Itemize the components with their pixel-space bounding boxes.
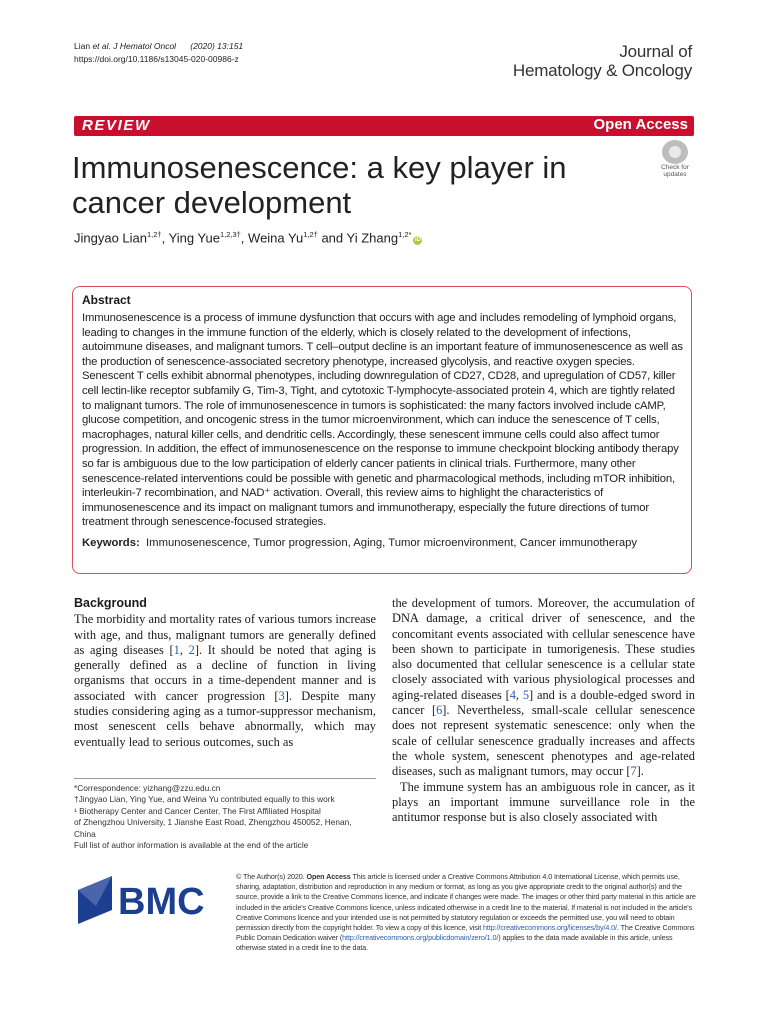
- author-name[interactable]: Ying Yue: [168, 230, 220, 246]
- license-text: © The Author(s) 2020. Open Access This article is licensed under a Creative Commons Attribution 4.0 International License, which permits use, sharing, adaptation, distribution and reproduction in any medium or format, as long as you give appropriate credit to the original author(s) and the source, provide a link to the Creative Commons licence, and indicate if changes were made. The images or other third party material in this article are included in the article's Creative Commons licence, unless indicated otherwise in a credit line to the material. If material is not included in the article's Creative Commons licence and your intended use is not permitted by statutory regulation or exceeds the permitted use, you will need to obtain permission directly from the copyright holder. To view a copy of this licence, visit http://creativecommons.org/licenses/by/4.0/. The Creative Commons Public Domain Dedication waiver (http://creativecommons.org/publicdomain/zero/1.0/) applies to the data made available in this article, unless otherwise stated in a credit line to the data.: [236, 872, 696, 953]
- citation-block: [74, 40, 243, 66]
- article-type-banner: [74, 116, 694, 136]
- bmc-logo: [78, 876, 218, 926]
- abstract-box: [72, 286, 692, 574]
- article-type-label: REVIEW: [82, 117, 151, 134]
- doi-link[interactable]: https://doi.org/10.1186/s13045-020-00986-z: [74, 54, 239, 64]
- keywords: Keywords: Immunosenescence, Tumor progression, Aging, Tumor microenvironment, Cancer immunotherapy: [82, 536, 638, 549]
- correspondence-email[interactable]: *Correspondence: yizhang@zzu.edu.cn: [74, 783, 221, 793]
- paragraph: the development of tumors. Moreover, the accumulation of DNA damage, a critical driver of senescence, and the concomitant events associated with cellular senescence have been shown to participate in tumorigenesis. These studies also documented that cellular senescence is a cellular state closely associated with various physiological processes and aging-related diseases [4, 5] and is a double-edged sword in cancer [6]. Nevertheless, small-scale cellular senescence does not represent systematic senescence: only when the scale of cellular senescence gradually increases and affects the whole system, senescent phenotypes and age-related diseases, such as malignant tumors, may occur [7].: [392, 596, 695, 779]
- reference-link[interactable]: 5: [522, 687, 530, 702]
- abstract-text: Immunosenescence is a process of immune dysfunction that occurs with age and includes remodeling of lymphoid organs, leading to changes in the immune function of the elderly, which is closely related to the development of infections, autoimmune diseases, and malignant tumors. T cell–output decline is an important feature of immunosenescence as well as the production of senescence-associated secretory phenotype, increased glycolysis, and reactive oxygen species. Senescent T cells exhibit abnormal phenotypes, including downregulation of CD27, CD28, and upregulation of CD57, killer cell lectin-like receptor subfamily G, Tim-3, Tight, and cytotoxic T-lymphocyte-associated protein 4, which are tightly related to malignant tumors. The role of immunosenescence in tumors is sophisticated: the many factors involved include cAMP, glucose competition, and oncogenic stress in the tumor microenvironment, which can induce the senescence of T cells, macrophages, natural killer cells, and dendritic cells. Accordingly, these senescent immune cells could also affect tumor progression. In addition, the effect of immunosenescence on the response to immune checkpoint blocking antibody therapy so far is ambiguous due to the low participation of elderly cancer patients in clinical trials. Furthermore, many other senescence-related interventions could be possible with genetic and pharmacological methods, including mTOR inhibition, interleukin-7 recombination, and NAD⁺ activation. Overall, this review aims to highlight the characteristics of immunosenescence and its impact on malignant tumors and immunotherapy, especially the future directions of tumor treatment through senescence-focused strategies.: [82, 312, 683, 529]
- check-for-updates-button[interactable]: Check for updates: [652, 140, 698, 184]
- reference-link[interactable]: 2: [188, 642, 195, 657]
- open-access-label: Open Access: [593, 116, 688, 133]
- public-domain-link[interactable]: http://creativecommons.org/publicdomain/zero/1.0/: [342, 933, 499, 943]
- page-title: Immunosenescence: a key player in cancer development: [72, 150, 567, 220]
- footnotes: *Correspondence: yizhang@zzu.edu.cn †Jingyao Lian, Ying Yue, and Weina Yu contributed equally to this work ¹ Biotherapy Center and Cancer Center, The First Affiliated Hospital of Zhengzhou University, 1 Jianshe East Road, Zhengzhou 450052, Henan, China Full list of author information is available at the end of the article: [74, 783, 376, 851]
- reference-link[interactable]: 6: [436, 703, 443, 718]
- journal-name: Journal of Hematology & Oncology: [512, 42, 692, 80]
- footnote-divider: [74, 778, 376, 779]
- abstract-heading: Abstract: [82, 293, 131, 307]
- crossmark-icon: [662, 140, 688, 164]
- section-heading: Background: [74, 596, 147, 610]
- author-list: Jingyao Lian$^{1,2\dagger}$, Ying Yue$^{1,2,3\dagger}$, Weina $Yu^{1,2\dagger}$ and Yi Zhang$^{1,2*}$iD: [74, 230, 421, 246]
- paragraph: The immune system has an ambiguous role in cancer, as it plays an important immune surveillance role in the antitumor response but is also closely associated with: [392, 779, 695, 825]
- citation-line: Lian et al. J Hematol Oncol (2020) 13:151: [74, 41, 244, 51]
- body-column-left: [74, 596, 376, 750]
- author-name[interactable]: Yi Zhang: [346, 230, 399, 246]
- bmc-logo-mark: [78, 876, 218, 926]
- reference-link[interactable]: 7: [630, 764, 637, 779]
- author-name[interactable]: Jingyao Lian: [74, 230, 147, 246]
- bmc-logo-text: BMC: [118, 881, 205, 923]
- license-link[interactable]: http://creativecommons.org/licenses/by/4.0/: [483, 923, 617, 933]
- body-column-right: [392, 596, 695, 825]
- reference-link[interactable]: 1: [173, 642, 180, 657]
- reference-link[interactable]: 4: [509, 687, 516, 702]
- author-name[interactable]: Weina Yu: [248, 230, 304, 246]
- reference-link[interactable]: 3: [278, 688, 285, 703]
- paragraph: The morbidity and mortality rates of various tumors increase with age, and thus, malignant tumors are generally defined as aging diseases [1, 2]. It should be noted that aging is generally defined as a decline of function in living organisms that occurs in a time-dependent manner and is associated with cancer progression [3]. Despite many studies considering aging as a tumor-suppressor mechanism, most senescent cells behave abnormally, which may eventually lead to serious outcomes, such as: [74, 612, 376, 749]
- orcid-icon[interactable]: iD: [414, 237, 421, 244]
